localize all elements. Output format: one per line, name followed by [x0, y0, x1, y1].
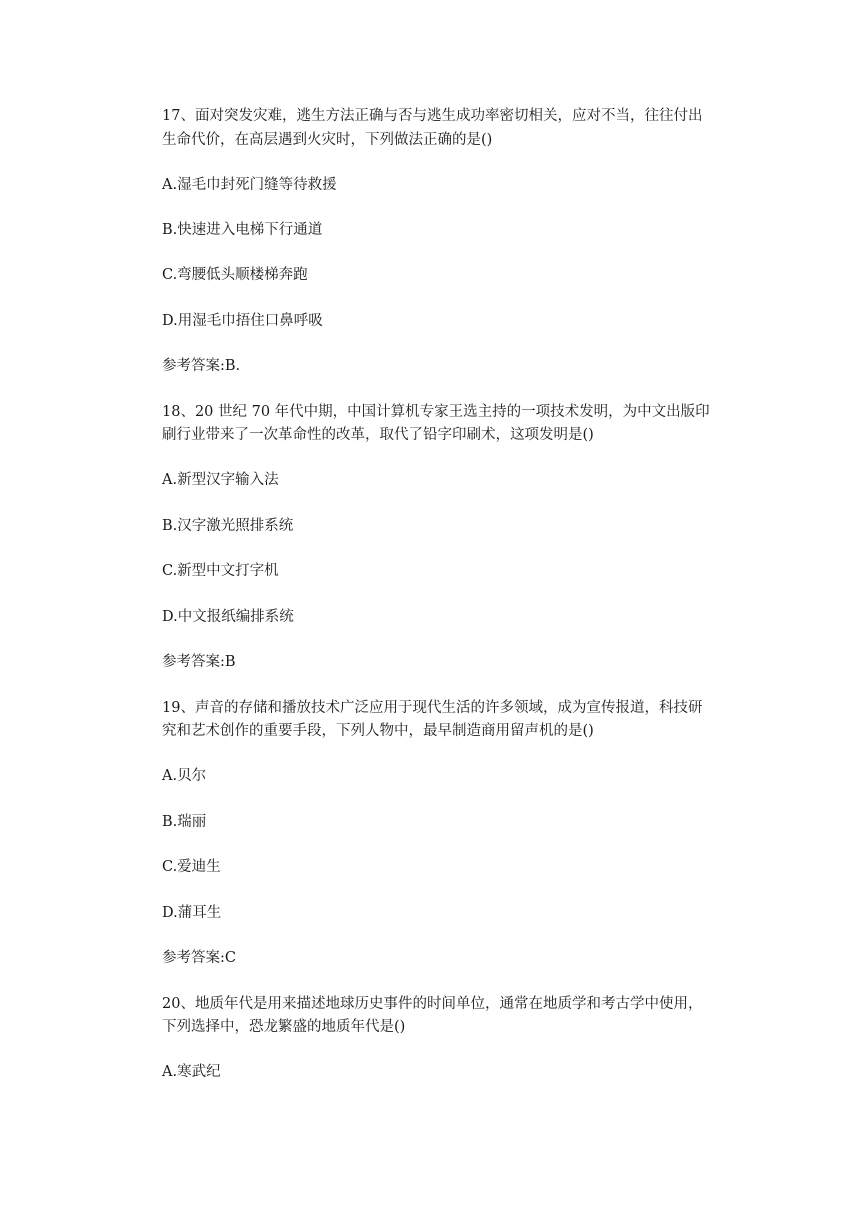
- question-17-option-b: B.快速进入电梯下行通道: [162, 222, 323, 238]
- question-18-stem-line-2: 刷行业带来了一次革命性的改革，取代了铅字印刷术，这项发明是(): [162, 427, 594, 443]
- question-17-option-c: C.弯腰低头顺楼梯奔跑: [162, 267, 308, 283]
- question-18-option-c: C.新型中文打字机: [162, 563, 279, 579]
- question-17-option-d: D.用湿毛巾捂住口鼻呼吸: [162, 313, 323, 329]
- question-18-stem-line-1: 18、20 世纪 70 年代中期，中国计算机专家王选主持的一项技术发明，为中文出版印: [162, 404, 710, 420]
- question-18-option-d: D.中文报纸编排系统: [162, 609, 294, 625]
- question-17-answer: 参考答案:B.: [162, 358, 241, 374]
- question-19-stem-line-1: 19、声音的存储和播放技术广泛应用于现代生活的许多领域，成为宣传报道，科技研: [162, 700, 703, 716]
- question-19-option-a: A.贝尔: [162, 768, 207, 784]
- question-20-option-a: A.寒武纪: [162, 1064, 221, 1080]
- question-17-stem-line-2: 生命代价，在高层遇到火灾时，下列做法正确的是(): [162, 132, 493, 148]
- question-19-stem-line-2: 究和艺术创作的重要手段，下列人物中，最早制造商用留声机的是(): [162, 723, 594, 739]
- question-20-stem-line-2: 下列选择中，恐龙繁盛的地质年代是(): [162, 1019, 406, 1035]
- question-19-option-b: B.瑞丽: [162, 814, 207, 830]
- question-18-option-b: B.汉字激光照排系统: [162, 518, 294, 534]
- question-18-answer: 参考答案:B: [162, 654, 236, 670]
- question-19-option-c: C.爱迪生: [162, 859, 221, 875]
- question-19-answer: 参考答案:C: [162, 950, 236, 966]
- question-19-option-d: D.蒲耳生: [162, 905, 222, 921]
- question-20-stem-line-1: 20、地质年代是用来描述地球历史事件的时间单位，通常在地质学和考古学中使用，: [162, 996, 703, 1012]
- question-18-option-a: A.新型汉字输入法: [162, 472, 279, 488]
- question-17-option-a: A.湿毛巾封死门缝等待救援: [162, 177, 337, 193]
- question-17-stem-line-1: 17、面对突发灾难，逃生方法正确与否与逃生成功率密切相关，应对不当，往往付出: [162, 108, 703, 124]
